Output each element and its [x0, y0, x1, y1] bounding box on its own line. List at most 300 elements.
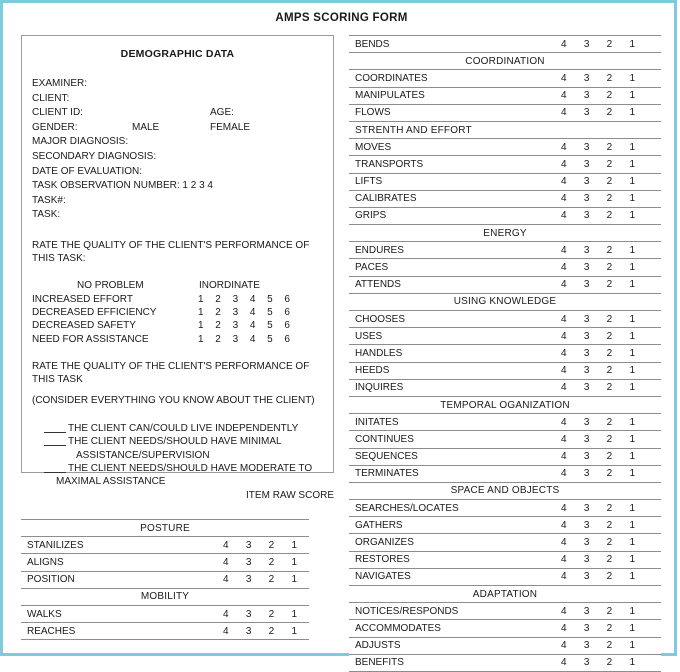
- demographic-field-row: [32, 165, 333, 180]
- rating-option[interactable]: 3: [245, 539, 252, 551]
- rating-option[interactable]: 2: [268, 539, 275, 551]
- rating-options: [561, 348, 635, 359]
- skill-item-label: POSITION: [21, 571, 219, 588]
- rating-option[interactable]: 1: [291, 556, 297, 568]
- demographic-fields: [22, 77, 333, 223]
- rating-option[interactable]: 2: [606, 193, 613, 205]
- scale-label-no-problem: NO PROBLEM: [77, 279, 144, 291]
- rating-option[interactable]: 4: [561, 38, 567, 50]
- table-row: [349, 620, 661, 637]
- rating-option[interactable]: 2: [606, 90, 613, 102]
- demographic-field-label: CLIENT:: [32, 92, 70, 104]
- quality-scale-row-label: DECREASED EFFICIENCY: [32, 306, 157, 318]
- table-section-header: POSTURE: [21, 520, 309, 537]
- table-section-header-row: [349, 53, 661, 70]
- rating-options: [561, 606, 635, 617]
- rating-option[interactable]: 2: [606, 519, 613, 531]
- rating-option[interactable]: 2: [606, 468, 613, 480]
- skill-item-label: INQUIRES: [349, 379, 557, 396]
- rating-option[interactable]: 4: [561, 244, 567, 256]
- rating-option[interactable]: 3: [245, 574, 252, 586]
- rating-option[interactable]: 1: [629, 38, 635, 50]
- rating-option[interactable]: 3: [583, 622, 590, 634]
- demographic-field-row: [32, 121, 333, 136]
- rating-option[interactable]: 2: [606, 622, 613, 634]
- quality-scale-option[interactable]: 5: [267, 293, 273, 305]
- rating-option[interactable]: 2: [606, 571, 613, 583]
- skill-item-label: GATHERS: [349, 517, 557, 534]
- skill-item-rating-cell: [557, 448, 661, 465]
- rating-options: [561, 537, 635, 548]
- skill-item-label: CONTINUES: [349, 431, 557, 448]
- table-row: [349, 379, 661, 396]
- demographic-field-row: [32, 150, 333, 165]
- skill-item-rating-cell: [557, 36, 661, 53]
- checklist-item-label: THE CLIENT NEEDS/SHOULD HAVE MINIMAL: [68, 436, 282, 448]
- rating-option[interactable]: 4: [561, 279, 567, 291]
- table-section-header-row: [349, 121, 661, 138]
- rating-options: [561, 90, 635, 101]
- rating-option[interactable]: 4: [561, 141, 567, 153]
- rating-option[interactable]: 1: [629, 605, 635, 617]
- rating-option[interactable]: 1: [629, 107, 635, 119]
- table-section-header: ENERGY: [349, 225, 661, 242]
- rating-option[interactable]: 3: [583, 433, 590, 445]
- rating-option[interactable]: 3: [583, 244, 590, 256]
- quality-scale-option[interactable]: 5: [267, 306, 273, 318]
- demographic-field-row: [32, 92, 333, 107]
- skill-item-label: CALIBRATES: [349, 190, 557, 207]
- rate-quality-prompt-1: [22, 239, 333, 346]
- rating-option[interactable]: 2: [606, 141, 613, 153]
- rating-option[interactable]: 4: [561, 158, 567, 170]
- rating-option[interactable]: 4: [561, 262, 567, 274]
- rating-option[interactable]: 3: [583, 176, 590, 188]
- quality-scale-options: [198, 293, 290, 306]
- skill-item-label: HANDLES: [349, 345, 557, 362]
- table-row: [349, 654, 661, 671]
- rating-option[interactable]: 3: [245, 608, 252, 620]
- skill-item-rating-cell: [557, 70, 661, 87]
- quality-scale-option[interactable]: 4: [249, 293, 256, 305]
- rating-option[interactable]: 1: [629, 210, 635, 222]
- rating-options: [223, 626, 297, 637]
- table-row: [349, 156, 661, 173]
- rating-option[interactable]: 2: [606, 279, 613, 291]
- rating-option[interactable]: 4: [561, 605, 567, 617]
- skill-item-rating-cell: [219, 537, 309, 554]
- rating-options: [561, 451, 635, 462]
- quality-scale-option[interactable]: 3: [232, 333, 239, 345]
- skill-item-label: NAVIGATES: [349, 568, 557, 585]
- rating-option[interactable]: 2: [606, 107, 613, 119]
- quality-scale-option[interactable]: 1: [198, 320, 204, 332]
- rating-option[interactable]: 2: [606, 158, 613, 170]
- rating-options: [561, 193, 635, 204]
- rating-option[interactable]: 1: [291, 625, 297, 637]
- rating-option[interactable]: 1: [629, 365, 635, 377]
- quality-scale-option[interactable]: 6: [284, 320, 290, 332]
- quality-scale-option[interactable]: 2: [215, 293, 221, 305]
- demographic-field-option-male[interactable]: MALE: [132, 121, 160, 133]
- skill-item-rating-cell: [557, 139, 661, 156]
- demographic-field-label: DATE OF EVALUATION:: [32, 165, 143, 177]
- demographic-field-label: EXAMINER:: [32, 78, 88, 89]
- rating-option[interactable]: 3: [583, 451, 590, 463]
- table-section-header-row: [349, 482, 661, 499]
- skill-item-label: GRIPS: [349, 207, 557, 224]
- rating-option[interactable]: 1: [629, 347, 635, 359]
- quality-scale-option[interactable]: 4: [249, 333, 256, 345]
- rating-option[interactable]: 3: [583, 657, 590, 669]
- skill-item-rating-cell: [557, 104, 661, 121]
- rating-option[interactable]: 1: [629, 158, 635, 170]
- rating-option[interactable]: 2: [606, 313, 613, 325]
- rating-option[interactable]: 3: [583, 158, 590, 170]
- rating-option[interactable]: 1: [629, 502, 635, 514]
- rating-option[interactable]: 1: [629, 571, 635, 583]
- quality-scale-option[interactable]: 3: [232, 293, 239, 305]
- quality-scale-option[interactable]: 1: [198, 333, 204, 345]
- scale-label-inordinate: INORDINATE: [199, 279, 260, 291]
- rating-option[interactable]: 1: [629, 279, 635, 291]
- rating-option[interactable]: 1: [629, 262, 635, 274]
- rating-option[interactable]: 1: [291, 574, 297, 586]
- rating-option[interactable]: 2: [606, 244, 613, 256]
- rate-prompt-1-line1: RATE THE QUALITY OF THE CLIENT'S PERFORMANCE OF: [32, 239, 310, 251]
- table-section-header-row: [349, 293, 661, 310]
- scale-header: [32, 279, 323, 293]
- checklist-blank-line[interactable]: [44, 422, 66, 433]
- rating-option[interactable]: 4: [561, 416, 567, 428]
- rating-option[interactable]: 1: [629, 382, 635, 394]
- quality-scale-option[interactable]: 2: [215, 333, 221, 345]
- rating-option[interactable]: 2: [268, 556, 275, 568]
- skill-item-rating-cell: [557, 603, 661, 620]
- rating-option[interactable]: 1: [629, 657, 635, 669]
- rating-option[interactable]: 3: [583, 279, 590, 291]
- checklist-blank-line[interactable]: [44, 435, 66, 446]
- rating-options: [561, 39, 635, 50]
- table-row: [349, 173, 661, 190]
- demographic-field-row: [32, 194, 333, 209]
- rating-option[interactable]: 4: [561, 451, 567, 463]
- rating-options: [561, 434, 635, 445]
- rating-option[interactable]: 3: [583, 262, 590, 274]
- rating-option[interactable]: 2: [606, 451, 613, 463]
- skill-item-rating-cell: [557, 620, 661, 637]
- rating-option[interactable]: 2: [606, 537, 613, 549]
- rating-option[interactable]: 4: [561, 90, 567, 102]
- rating-option[interactable]: 1: [629, 622, 635, 634]
- rating-options: [561, 623, 635, 634]
- table-row: [349, 517, 661, 534]
- table-row: [349, 534, 661, 551]
- assistance-checklist-item[interactable]: [44, 422, 323, 435]
- rating-option[interactable]: 2: [606, 330, 613, 342]
- skill-item-rating-cell: [557, 311, 661, 328]
- rating-option[interactable]: 3: [583, 605, 590, 617]
- demographic-field-row: [32, 135, 333, 150]
- rating-option[interactable]: 1: [629, 244, 635, 256]
- skill-item-rating-cell: [557, 465, 661, 482]
- rating-option[interactable]: 2: [606, 605, 613, 617]
- rating-option[interactable]: 4: [561, 468, 567, 480]
- table-row: [349, 362, 661, 379]
- rating-option[interactable]: 2: [606, 554, 613, 566]
- scale-rows: [32, 293, 323, 347]
- table-section-header-row: [21, 520, 309, 537]
- rating-option[interactable]: 3: [583, 468, 590, 480]
- skill-item-label: LIFTS: [349, 173, 557, 190]
- rating-option[interactable]: 3: [245, 625, 252, 637]
- assistance-checklist-item[interactable]: [44, 462, 323, 475]
- rating-option[interactable]: 1: [629, 468, 635, 480]
- quality-scale-option[interactable]: 6: [284, 293, 290, 305]
- demographic-field-option-female[interactable]: FEMALE: [210, 121, 251, 133]
- rating-option[interactable]: 4: [561, 347, 567, 359]
- quality-scale-row: [32, 333, 323, 346]
- quality-scale-row: [32, 306, 323, 319]
- skill-item-label: STANILIZES: [21, 537, 219, 554]
- rating-options: [561, 657, 635, 668]
- table-section-header-row: [349, 225, 661, 242]
- demographic-heading: DEMOGRAPHIC DATA: [120, 48, 235, 60]
- quality-scale-row-label: DECREASED SAFETY: [32, 320, 136, 332]
- rating-option[interactable]: 4: [561, 313, 567, 325]
- skill-item-label: NOTICES/RESPONDS: [349, 603, 557, 620]
- table-row: [349, 190, 661, 207]
- rating-option[interactable]: 3: [583, 90, 590, 102]
- table-section-header: ADAPTATION: [349, 586, 661, 603]
- rating-option[interactable]: 1: [629, 640, 635, 652]
- rating-option[interactable]: 4: [561, 622, 567, 634]
- rating-option[interactable]: 4: [561, 519, 567, 531]
- rating-option[interactable]: 3: [583, 537, 590, 549]
- table-row: [349, 36, 661, 53]
- rating-options: [561, 159, 635, 170]
- rating-option[interactable]: 4: [561, 554, 567, 566]
- rating-option[interactable]: 1: [629, 330, 635, 342]
- rating-option[interactable]: 4: [561, 640, 567, 652]
- rating-option[interactable]: 4: [223, 556, 229, 568]
- skill-item-rating-cell: [557, 654, 661, 671]
- demographic-data-panel: [21, 35, 334, 488]
- rating-option[interactable]: 2: [606, 382, 613, 394]
- rating-option[interactable]: 2: [606, 416, 613, 428]
- rate-prompt-1-line2: THIS TASK:: [32, 253, 86, 265]
- rating-option[interactable]: 1: [291, 608, 297, 620]
- rating-option[interactable]: 1: [629, 313, 635, 325]
- table-row: [349, 259, 661, 276]
- table-row: [349, 345, 661, 362]
- rating-option[interactable]: 4: [561, 502, 567, 514]
- rating-option[interactable]: 2: [268, 608, 275, 620]
- quality-scale-option[interactable]: 3: [232, 306, 239, 318]
- rating-option[interactable]: 1: [629, 433, 635, 445]
- assistance-checklist-item[interactable]: [44, 435, 323, 448]
- table-row: [349, 414, 661, 431]
- rating-option[interactable]: 3: [583, 365, 590, 377]
- rating-option[interactable]: 3: [583, 416, 590, 428]
- rating-options: [561, 365, 635, 376]
- rating-option[interactable]: 4: [561, 330, 567, 342]
- rating-option[interactable]: 4: [561, 72, 567, 84]
- rating-option[interactable]: 3: [583, 382, 590, 394]
- rating-option[interactable]: 3: [583, 347, 590, 359]
- table-row: [21, 554, 309, 571]
- rating-option[interactable]: 2: [268, 625, 275, 637]
- rating-option[interactable]: 4: [561, 176, 567, 188]
- rating-option[interactable]: 4: [561, 193, 567, 205]
- rating-option[interactable]: 2: [606, 433, 613, 445]
- table-row: [349, 603, 661, 620]
- rating-option[interactable]: 4: [561, 107, 567, 119]
- quality-rating-scale: [32, 279, 323, 347]
- rating-option[interactable]: 3: [583, 210, 590, 222]
- quality-scale-row: [32, 319, 323, 332]
- quality-scale-option[interactable]: 1: [198, 306, 204, 318]
- rating-option[interactable]: 3: [583, 193, 590, 205]
- rating-option[interactable]: 3: [583, 330, 590, 342]
- skill-item-label: INITATES: [349, 414, 557, 431]
- rating-option[interactable]: 1: [629, 416, 635, 428]
- rating-option[interactable]: 1: [629, 537, 635, 549]
- rating-option[interactable]: 2: [606, 210, 613, 222]
- table-row: [349, 311, 661, 328]
- rating-option[interactable]: 4: [561, 365, 567, 377]
- rating-option[interactable]: 3: [583, 72, 590, 84]
- skill-item-rating-cell: [557, 328, 661, 345]
- rating-option[interactable]: 4: [561, 657, 567, 669]
- page-title: AMPS SCORING FORM: [275, 12, 408, 24]
- rating-options: [561, 503, 635, 514]
- rating-option[interactable]: 1: [629, 451, 635, 463]
- rating-option[interactable]: 1: [291, 539, 297, 551]
- quality-scale-option[interactable]: 3: [232, 320, 239, 332]
- rating-option[interactable]: 4: [561, 210, 567, 222]
- rating-option[interactable]: 2: [268, 574, 275, 586]
- rating-option[interactable]: 3: [583, 313, 590, 325]
- quality-scale-option[interactable]: 5: [267, 320, 273, 332]
- skill-item-rating-cell: [557, 156, 661, 173]
- rating-option[interactable]: 3: [583, 502, 590, 514]
- rating-option[interactable]: 2: [606, 262, 613, 274]
- skill-item-rating-cell: [557, 259, 661, 276]
- rating-options: [223, 557, 297, 568]
- table-row: [349, 70, 661, 87]
- rating-options: [561, 176, 635, 187]
- rating-option[interactable]: 3: [583, 38, 590, 50]
- checklist-item-continuation: MAXIMAL ASSISTANCE: [56, 476, 166, 488]
- table-row: [349, 276, 661, 293]
- table-row: [349, 139, 661, 156]
- rating-option[interactable]: 1: [629, 519, 635, 531]
- rating-option[interactable]: 3: [583, 640, 590, 652]
- rating-option[interactable]: 3: [583, 571, 590, 583]
- rating-option[interactable]: 2: [606, 38, 613, 50]
- table-section-header: STRENTH AND EFFORT: [349, 121, 661, 138]
- rating-option[interactable]: 1: [629, 193, 635, 205]
- checklist-item-label: THE CLIENT NEEDS/SHOULD HAVE MODERATE TO: [68, 462, 313, 474]
- skill-item-rating-cell: [557, 379, 661, 396]
- quality-scale-option[interactable]: 6: [284, 306, 290, 318]
- skill-item-rating-cell: [557, 517, 661, 534]
- rating-option[interactable]: 2: [606, 502, 613, 514]
- assistance-level-checklist: [22, 422, 333, 488]
- demographic-field-label: TASK:: [32, 209, 61, 221]
- quality-scale-option[interactable]: 2: [215, 306, 221, 318]
- rating-option[interactable]: 2: [606, 640, 613, 652]
- quality-scale-options: [198, 333, 290, 346]
- skill-item-label: ACCOMMODATES: [349, 620, 557, 637]
- quality-scale-option[interactable]: 4: [249, 306, 256, 318]
- rating-option[interactable]: 3: [583, 141, 590, 153]
- skill-item-rating-cell: [219, 623, 309, 640]
- rating-option[interactable]: 3: [583, 554, 590, 566]
- skill-item-label: SEQUENCES: [349, 448, 557, 465]
- demographic-field-label: TASK#:: [32, 194, 66, 206]
- table-row: [349, 465, 661, 482]
- quality-scale-option[interactable]: 5: [267, 333, 273, 345]
- rating-option[interactable]: 4: [223, 625, 229, 637]
- rating-options: [561, 554, 635, 565]
- rating-option[interactable]: 1: [629, 176, 635, 188]
- demographic-field-row: [32, 208, 333, 223]
- rate-quality-prompt-2: [22, 360, 333, 407]
- rating-option[interactable]: 3: [245, 556, 252, 568]
- rating-option[interactable]: 2: [606, 72, 613, 84]
- skill-item-label: MANIPULATES: [349, 87, 557, 104]
- rating-option[interactable]: 4: [561, 433, 567, 445]
- rating-option[interactable]: 2: [606, 365, 613, 377]
- skill-item-label: RESTORES: [349, 551, 557, 568]
- skill-item-label: PACES: [349, 259, 557, 276]
- skill-item-label: TRANSPORTS: [349, 156, 557, 173]
- rating-option[interactable]: 4: [223, 608, 229, 620]
- demographic-field-row: [32, 179, 333, 194]
- table-row: [349, 637, 661, 654]
- rating-option[interactable]: 1: [629, 90, 635, 102]
- rating-option[interactable]: 1: [629, 554, 635, 566]
- rating-option[interactable]: 4: [561, 537, 567, 549]
- rating-options: [561, 331, 635, 342]
- rating-option[interactable]: 4: [223, 574, 229, 586]
- rating-option[interactable]: 2: [606, 176, 613, 188]
- skill-item-rating-cell: [557, 276, 661, 293]
- rating-option[interactable]: 1: [629, 72, 635, 84]
- quality-scale-option[interactable]: 4: [249, 320, 256, 332]
- skill-item-label: USES: [349, 328, 557, 345]
- rating-option[interactable]: 4: [561, 571, 567, 583]
- checklist-blank-line[interactable]: [44, 462, 66, 473]
- quality-scale-option[interactable]: 2: [215, 320, 221, 332]
- rating-option[interactable]: 3: [583, 107, 590, 119]
- skill-item-label: ALIGNS: [21, 554, 219, 571]
- skill-item-rating-cell: [557, 362, 661, 379]
- rating-option[interactable]: 4: [223, 539, 229, 551]
- rating-option[interactable]: 3: [583, 519, 590, 531]
- table-row: [349, 551, 661, 568]
- quality-scale-option[interactable]: 1: [198, 293, 204, 305]
- rating-option[interactable]: 2: [606, 657, 613, 669]
- quality-scale-option[interactable]: 6: [284, 333, 290, 345]
- rating-options: [561, 640, 635, 651]
- rating-option[interactable]: 4: [561, 382, 567, 394]
- demographic-field-label-secondary: AGE:: [210, 107, 234, 119]
- rating-option[interactable]: 2: [606, 347, 613, 359]
- rating-option[interactable]: 1: [629, 141, 635, 153]
